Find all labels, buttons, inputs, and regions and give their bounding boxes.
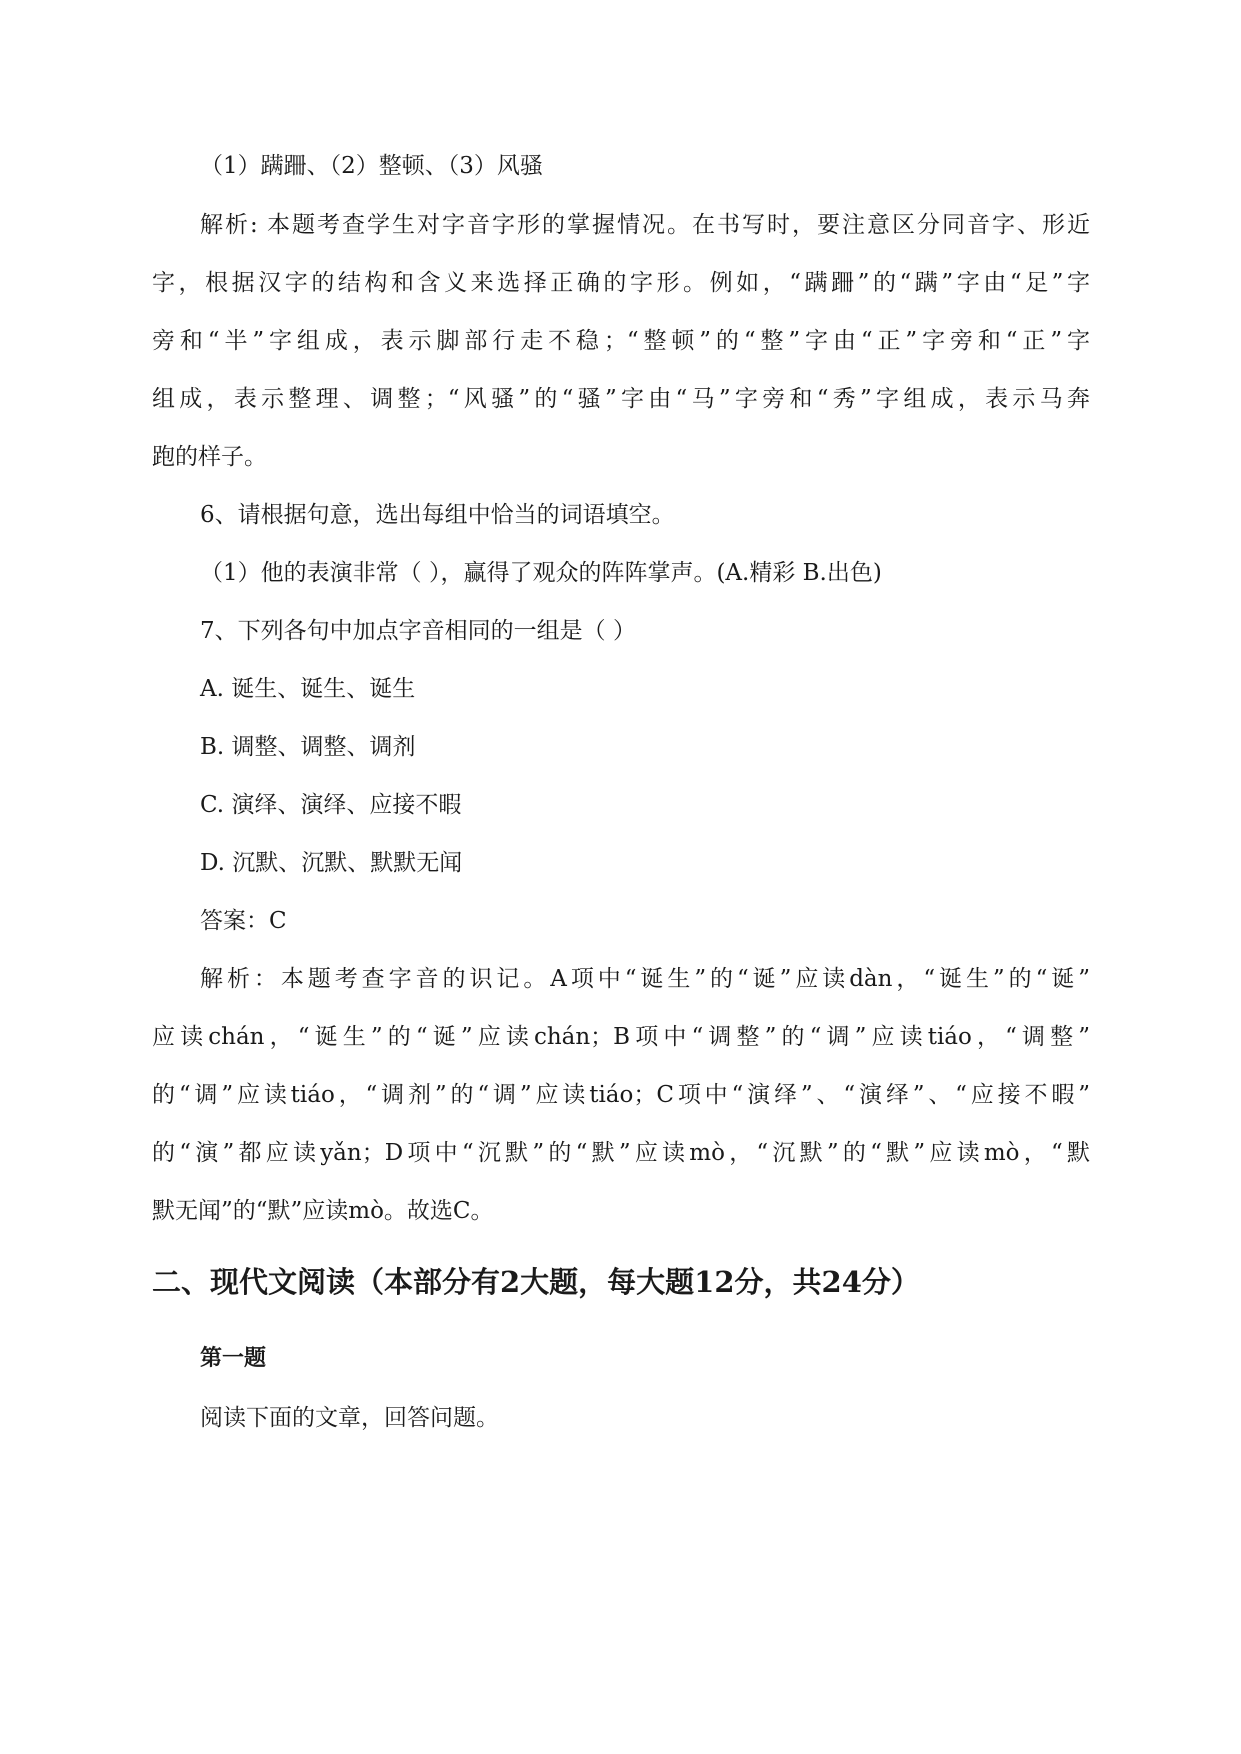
analysis-q5-line-3: 旁和“半”字组成，表示脚部行走不稳；“整顿”的“整”字由“正”字旁和“正”字 — [152, 328, 1090, 354]
option-b: B. 调整、调整、调剂 — [200, 734, 416, 760]
option-d: D. 沉默、沉默、默默无闻 — [200, 850, 463, 876]
answer-q7: 答案：C — [200, 908, 287, 934]
question-6: 6、请根据句意，选出每组中恰当的词语填空。 — [200, 502, 675, 528]
analysis-q7-line-1: 解析：本题考查字音的识记。A项中“诞生”的“诞”应读dàn，“诞生”的“诞” — [200, 966, 1090, 992]
answer-q5: （1）蹒跚、（2）整顿、（3）风骚 — [200, 153, 543, 179]
analysis-q7-line-4: 的“演”都应读yǎn；D项中“沉默”的“默”应读mò，“沉默”的“默”应读mò，“默 — [152, 1140, 1090, 1166]
analysis-q7-line-3: 的“调”应读tiáo，“调剂”的“调”应读tiáo；C项中“演绎”、“演绎”、“应接不暇” — [152, 1082, 1090, 1108]
analysis-q5-line-5: 跑的样子。 — [152, 444, 267, 470]
section-title: 二、现代文阅读（本部分有2大题，每大题12分，共24分） — [152, 1265, 920, 1299]
option-a: A. 诞生、诞生、诞生 — [200, 676, 416, 702]
analysis-q7-line-5: 默无闻”的“默”应读mò。故选C。 — [152, 1198, 494, 1224]
analysis-q5-line-4: 组成，表示整理、调整；“风骚”的“骚”字由“马”字旁和“秀”字组成，表示马奔 — [152, 386, 1090, 412]
analysis-q5-line-1: 解析: 本题考查学生对字音字形的掌握情况。在书写时，要注意区分同音字、形近 — [200, 212, 1090, 238]
question-6-item-1: （1）他的表演非常（ ），赢得了观众的阵阵掌声。(A.精彩 B.出色) — [200, 560, 882, 586]
analysis-q5-line-2: 字，根据汉字的结构和含义来选择正确的字形。例如，“蹒跚”的“蹒”字由“足”字 — [152, 270, 1090, 296]
analysis-q7-line-2: 应读chán，“诞生”的“诞”应读chán；B项中“调整”的“调”应读tiáo，“调整” — [152, 1024, 1090, 1050]
instruction: 阅读下面的文章，回答问题。 — [200, 1405, 499, 1431]
subsection-title: 第一题 — [200, 1345, 267, 1371]
question-7: 7、下列各句中加点字音相同的一组是（ ） — [200, 618, 636, 644]
option-c: C. 演绎、演绎、应接不暇 — [200, 792, 462, 818]
